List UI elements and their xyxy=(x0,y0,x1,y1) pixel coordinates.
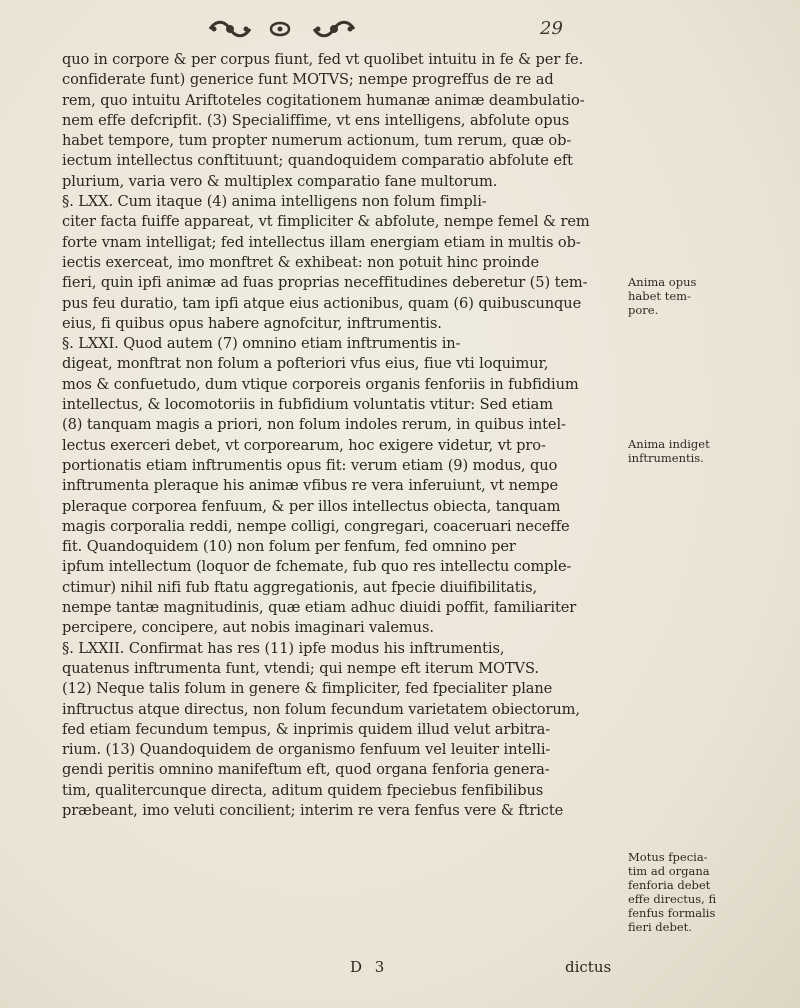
center-ornament-icon xyxy=(260,14,300,44)
text-line: §. LXX. Cum itaque (4) anima intelligens non folum fimpli- xyxy=(62,193,487,211)
text-line: nem effe defcripfit. (3) Specialiffime, vt ens intelligens, abfolute opus xyxy=(62,111,570,129)
text-line: rium. (13) Quandoquidem de organismo fenfuum vel leuiter intelli- xyxy=(62,741,551,759)
text-line: (8) tanquam magis a priori, non folum indoles rerum, in quibus intel- xyxy=(62,416,566,434)
text-line: tim, qualitercunque directa, aditum quidem fpeciebus fenfibilibus xyxy=(62,781,544,799)
text-line: citer facta fuiffe appareat, vt fimpliciter & abfolute, nempe femel & rem xyxy=(62,213,590,231)
margin-note-line: fenforia debet xyxy=(628,878,711,892)
margin-note-line: tim ad organa xyxy=(628,864,710,878)
page-footer xyxy=(60,958,680,984)
catchword: dictus xyxy=(565,958,612,976)
text-line: magis corporalia reddi, nempe colligi, congregari, coaceruari neceffe xyxy=(62,517,570,535)
text-line: pus feu duratio, tam ipfi atque eius actionibus, quam (6) quibuscunque xyxy=(62,294,582,312)
text-line: forte vnam intelligat; fed intellectus illam energiam etiam in multis ob- xyxy=(62,233,581,251)
signature-mark: D 3 xyxy=(350,958,389,976)
margin-note-line: Anima indiget xyxy=(628,437,710,451)
body-text xyxy=(62,50,622,821)
text-line: pleraque corporea fenfuum, & per illos intellectus obiecta, tanquam xyxy=(62,497,561,515)
margin-note-motus xyxy=(628,850,778,934)
text-line: fieri, quin ipfi animæ ad fuas proprias neceffitudines deberetur (5) tem- xyxy=(62,274,588,292)
text-line: rem, quo intuitu Ariftoteles cogitationem humanæ animæ deambulatio- xyxy=(62,91,585,109)
text-line: (12) Neque talis folum in genere & fimpliciter, fed fpecialiter plane xyxy=(62,680,553,698)
text-line: §. LXXII. Confirmat has res (11) ipfe modus his inftrumentis, xyxy=(62,639,505,657)
page-number: 29 xyxy=(540,18,563,39)
text-line: quo in corpore & per corpus fiunt, fed vt quolibet intuitu in fe & per fe. xyxy=(62,51,584,68)
text-line: lectus exerceri debet, vt corporearum, hoc exigere videtur, vt pro- xyxy=(62,436,546,454)
text-line: plurium, varia vero & multiplex comparatio fane multorum. xyxy=(62,172,498,190)
text-line: ctimur) nihil nifi fub ftatu aggregationis, aut fpecie diuifibilitatis, xyxy=(62,578,538,596)
margin-note-line: effe directus, fi xyxy=(628,892,717,906)
text-line: inftructus atque directus, non folum fecundum varietatem obiectorum, xyxy=(62,700,580,718)
text-line: quatenus inftrumenta funt, vtendi; qui nempe eft iterum MOTVS. xyxy=(62,659,539,677)
text-line: confiderate funt) generice funt MOTVS; nempe progreffus de re ad xyxy=(62,71,554,89)
text-line: præbeant, imo veluti concilient; interim re vera fenfus vere & ftricte xyxy=(62,801,564,819)
margin-note-line: fieri debet. xyxy=(628,920,692,934)
text-line: intellectus, & locomotoriis in fubfidium voluntatis vtitur: Sed etiam xyxy=(62,396,554,414)
margin-note-anima-indiget xyxy=(628,437,778,465)
margin-note-line: inftrumentis. xyxy=(628,451,704,465)
margin-note-line: Anima opus xyxy=(628,275,697,289)
margin-note-line: pore. xyxy=(628,303,659,317)
text-line: nempe tantæ magnitudinis, quæ etiam adhuc diuidi poffit, familiariter xyxy=(62,599,577,617)
text-line: gendi peritis omnino manifeftum eft, quod organa fenforia genera- xyxy=(62,761,550,779)
margin-note-line: fenfus formalis xyxy=(628,906,716,920)
text-line: iectum intellectus conftituunt; quandoquidem comparatio abfolute eft xyxy=(62,152,573,170)
text-line: iectis exerceat, imo monftret & exhibeat: non potuit hinc proinde xyxy=(62,253,539,271)
margin-note-line: habet tem- xyxy=(628,289,691,303)
text-line: habet tempore, tum propter numerum actionum, tum rerum, quæ ob- xyxy=(62,132,572,150)
margin-note-anima-opus xyxy=(628,275,778,317)
text-line: digeat, monftrat non folum a pofteriori vfus eius, fiue vti loquimur, xyxy=(62,355,549,373)
left-ornament-icon xyxy=(200,14,260,44)
text-line: fed etiam fecundum tempus, & inprimis quidem illud velut arbitra- xyxy=(62,720,551,738)
right-ornament-icon xyxy=(304,14,364,44)
margin-note-line: Motus fpecia- xyxy=(628,850,708,864)
page-header xyxy=(60,10,620,50)
text-line: inftrumenta pleraque his animæ vfibus re vera inferuiunt, vt nempe xyxy=(62,477,559,495)
text-line: ipfum intellectum (loquor de fchemate, fub quo res intellectu comple- xyxy=(62,558,572,576)
text-line: fit. Quandoquidem (10) non folum per fenfum, fed omnino per xyxy=(62,538,516,556)
text-line: portionatis etiam inftrumentis opus fit: verum etiam (9) modus, quo xyxy=(62,456,558,474)
text-line: mos & confuetudo, dum vtique corporeis organis fenforiis in fubfidium xyxy=(62,375,579,393)
text-line: eius, fi quibus opus habere agnofcitur, inftrumentis. xyxy=(62,314,442,332)
text-line: percipere, concipere, aut nobis imaginari valemus. xyxy=(62,619,434,637)
text-line: §. LXXI. Quod autem (7) omnino etiam inftrumentis in- xyxy=(62,335,461,353)
